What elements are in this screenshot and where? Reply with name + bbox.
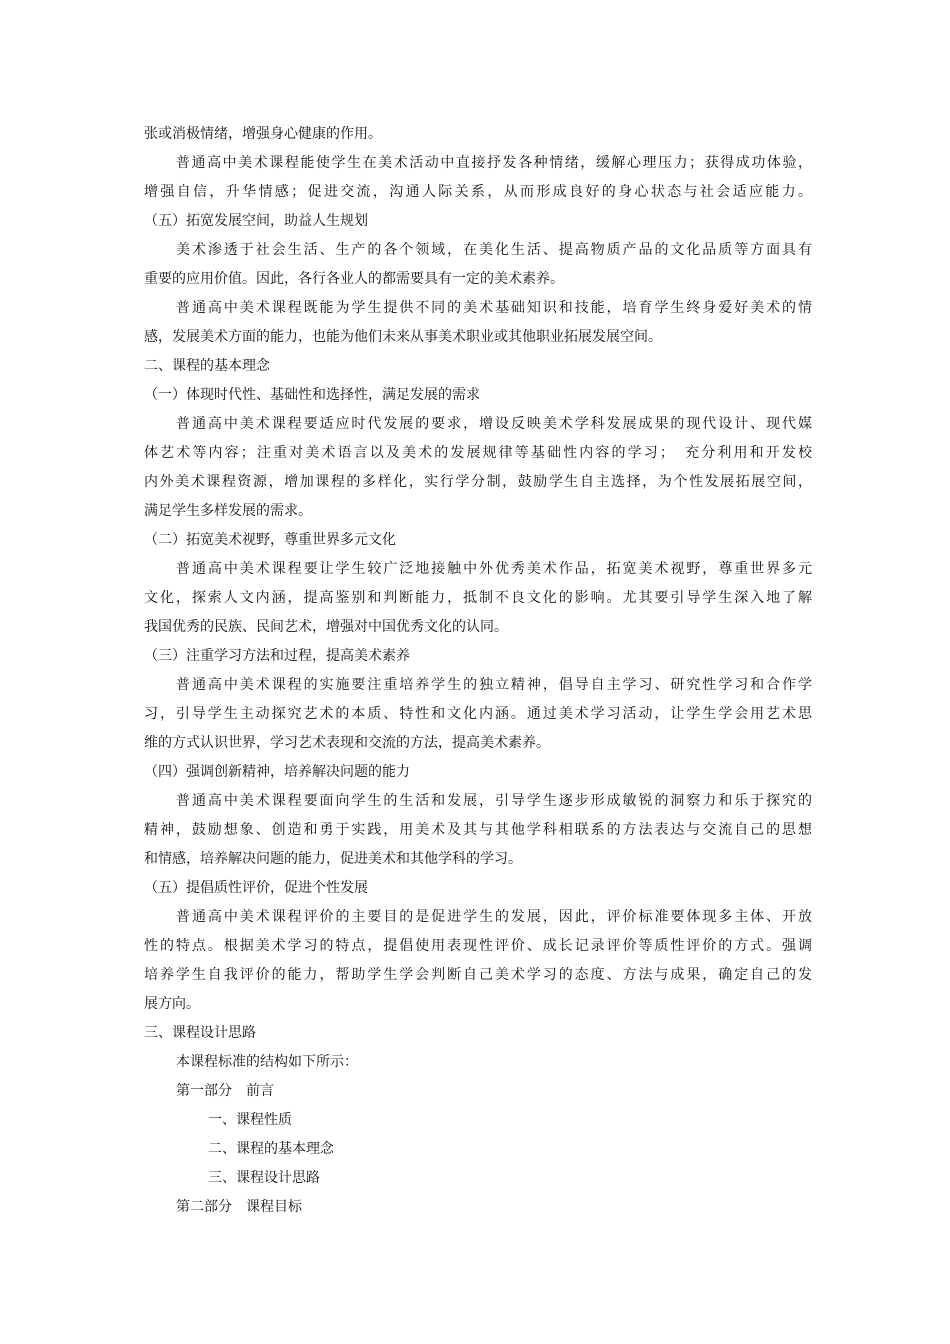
text-line: 第一部分 前言 xyxy=(176,1083,274,1099)
text-line: 满足学生多样发展的需求。 xyxy=(144,503,312,519)
text-line: 普通高中美术课程要让学生较广泛地接触中外优秀美术作品，拓宽美术视野，尊重世界多元 xyxy=(176,561,812,577)
text-line: 培养学生自我评价的能力，帮助学生学会判断自己美术学习的态度、方法与成果，确定自己的发 xyxy=(144,967,812,983)
text-line: 普通高中美术课程评价的主要目的是促进学生的发展，因此，评价标准要体现多主体、开放 xyxy=(176,909,812,925)
text-line: 维的方式认识世界，学习艺术表现和交流的方法，提高美术素养。 xyxy=(144,735,550,751)
text-line: 美术渗透于社会生活、生产的各个领域，在美化生活、提高物质产品的文化品质等方面具有 xyxy=(176,242,812,258)
text-line: 体艺术等内容；注重对美术语言以及美术的发展规律等基础性内容的学习； 充分利用和开发校 xyxy=(144,445,812,461)
text-line: 普通高中美术课程能使学生在美术活动中直接抒发各种情绪，缓解心理压力；获得成功体验， xyxy=(176,155,812,171)
text-line: （一）体现时代性、基础性和选择性，满足发展的需求 xyxy=(144,387,480,403)
text-line: 普通高中美术课程要面向学生的生活和发展，引导学生逐步形成敏锐的洞察力和乐于探究的 xyxy=(176,793,812,809)
text-line: 重要的应用价值。因此，各行各业人的都需要具有一定的美术素养。 xyxy=(144,271,564,287)
text-line: 感，发展美术方面的能力，也能为他们未来从事美术职业或其他职业拓展发展空间。 xyxy=(144,329,662,345)
text-line: （五）提倡质性评价，促进个性发展 xyxy=(144,880,368,896)
text-line: 我国优秀的民族、民间艺术，增强对中国优秀文化的认同。 xyxy=(144,619,508,635)
text-line: 三、课程设计思路 xyxy=(208,1170,320,1186)
text-line: （五）拓宽发展空间，助益人生规划 xyxy=(144,213,368,229)
text-line: 二、课程的基本理念 xyxy=(208,1141,334,1157)
text-line: 文化，探索人文内涵，提高鉴别和判断能力，抵制不良文化的影响。尤其要引导学生深入地了解 xyxy=(144,590,812,606)
text-line: 和情感，培养解决问题的能力，促进美术和其他学科的学习。 xyxy=(144,851,522,867)
text-line: 一、课程性质 xyxy=(208,1112,292,1128)
text-line: 普通高中美术课程的实施要注重培养学生的独立精神，倡导自主学习、研究性学习和合作学 xyxy=(176,677,812,693)
text-line: 内外美术课程资源，增加课程的多样化，实行学分制，鼓励学生自主选择，为个性发展拓展空间， xyxy=(144,474,812,490)
text-line: 普通高中美术课程要适应时代发展的要求，增设反映美术学科发展成果的现代设计、现代媒 xyxy=(176,416,812,432)
text-line: 三、课程设计思路 xyxy=(144,1025,256,1041)
text-line: （二）拓宽美术视野，尊重世界多元文化 xyxy=(144,532,396,548)
text-line: 习，引导学生主动探究艺术的本质、特性和文化内涵。通过美术学习活动，让学生学会用艺术思 xyxy=(144,706,812,722)
text-line: 普通高中美术课程既能为学生提供不同的美术基础知识和技能，培育学生终身爱好美术的情 xyxy=(176,300,812,316)
text-line: 性的特点。根据美术学习的特点，提倡使用表现性评价、成长记录评价等质性评价的方式。强调 xyxy=(144,938,812,954)
text-line: （三）注重学习方法和过程，提高美术素养 xyxy=(144,648,410,664)
document-page xyxy=(144,120,812,1222)
text-line: 第二部分 课程目标 xyxy=(176,1199,302,1215)
text-line: 展方向。 xyxy=(144,996,200,1012)
text-line: 精神，鼓励想象、创造和勇于实践，用美术及其与其他学科相联系的方法表达与交流自己的思想 xyxy=(144,822,812,838)
text-line: 二、课程的基本理念 xyxy=(144,358,270,374)
text-line: （四）强调创新精神，培养解决问题的能力 xyxy=(144,764,410,780)
text-line: 本课程标准的结构如下所示： xyxy=(176,1054,358,1070)
text-line: 张或消极情绪，增强身心健康的作用。 xyxy=(144,126,382,142)
text-line: 增强自信，升华情感；促进交流，沟通人际关系，从而形成良好的身心状态与社会适应能力。 xyxy=(144,184,812,200)
